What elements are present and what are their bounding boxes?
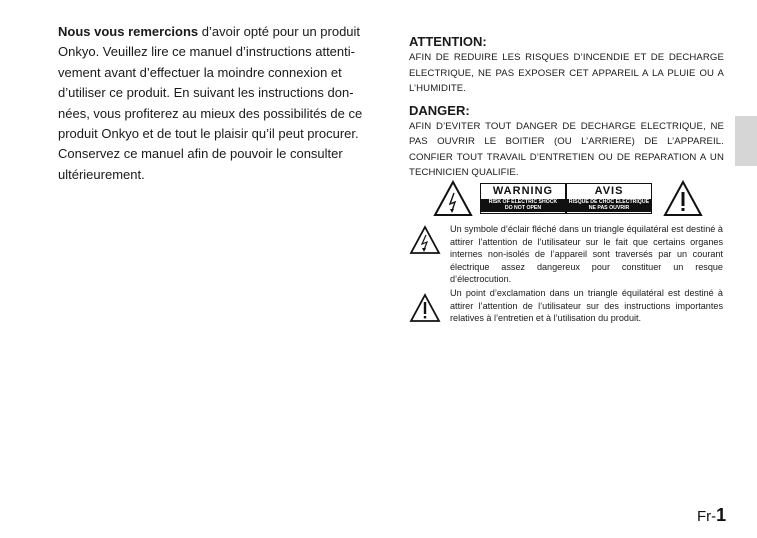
warning-label-line1: RISK OF ELECTRIC SHOCK	[488, 199, 558, 205]
intro-body: d’avoir opté pour un produit Onkyo. Veuillez lire ce manuel d’instructions attentivement avant d’effectuer la moindre connexion et d’utiliser ce produit. En suivant les instructions données, vous profiterez au mieux des possibilités de ce produit Onkyo et de tout le plaisir qu’il peut procurer. Conservez ce manuel afin de pouvoir le consulter ultérieurement.	[58, 24, 363, 182]
intro-bold-lead: Nous vous remercions	[58, 24, 199, 39]
warning-label	[480, 183, 566, 214]
lightning-triangle-icon	[409, 225, 441, 255]
avis-label-line1: RISQUE DE CHOC ELECTRIQUE	[568, 199, 650, 205]
page-prefix: Fr-	[697, 508, 717, 525]
page-number	[697, 505, 726, 526]
exclamation-triangle-icon	[663, 180, 703, 217]
exclamation-symbol-explanation	[409, 287, 724, 331]
exclamation-triangle-icon	[409, 293, 441, 323]
warning-label-subtext	[481, 199, 565, 212]
section-tab-marker	[735, 116, 757, 166]
warning-label-title: WARNING	[492, 185, 554, 197]
avis-label	[566, 183, 652, 214]
lightning-triangle-icon	[433, 180, 473, 217]
danger-heading: DANGER:	[409, 102, 470, 118]
lightning-symbol-explanation	[409, 223, 724, 289]
avis-label-title: AVIS	[594, 185, 624, 197]
attention-text: AFIN DE REDUIRE LES RISQUES D’INCENDIE ET DE DECHARGE ELECTRIQUE, NE PAS EXPOSER CET APPAREIL A LA PLUIE OU A L’HUMIDITE.	[409, 52, 724, 94]
avis-label-line2: NE PAS OUVRIR	[588, 205, 630, 212]
exclamation-symbol-text: Un point d’exclamation dans un triangle équilatéral est destiné à attirer l’attention de l’utilisateur sur des instructions importantes relatives à l’entretien et à l’utilisation du produit.	[450, 288, 723, 324]
page-number-value: 1	[716, 505, 727, 525]
warning-label-line2: DO NOT OPEN	[504, 205, 542, 212]
lightning-symbol-text: Un symbole d’éclair fléché dans un triangle équilatéral est destiné à attirer l’attention de l’utilisateur sur le fait que certains organes internes non-isolés de l’appareil sont traversés par un courant électrique assez dangereux pour constituer un resque d’électrocution.	[450, 224, 723, 285]
warning-label-row	[409, 180, 724, 222]
avis-label-subtext	[567, 199, 651, 212]
danger-text: AFIN D’EVITER TOUT DANGER DE DECHARGE ELECTRIQUE, NE PAS OUVRIR LE BOITIER (OU L’ARRIERE) DE L’APPAREIL. CONFIER TOUT TRAVAIL D’ENTRETIEN OU DE REPARATION A UN TECHNICIEN QUALIFIE.	[409, 120, 724, 178]
safety-section	[409, 34, 724, 185]
intro-paragraph	[58, 22, 380, 185]
attention-heading: ATTENTION:	[409, 34, 487, 49]
